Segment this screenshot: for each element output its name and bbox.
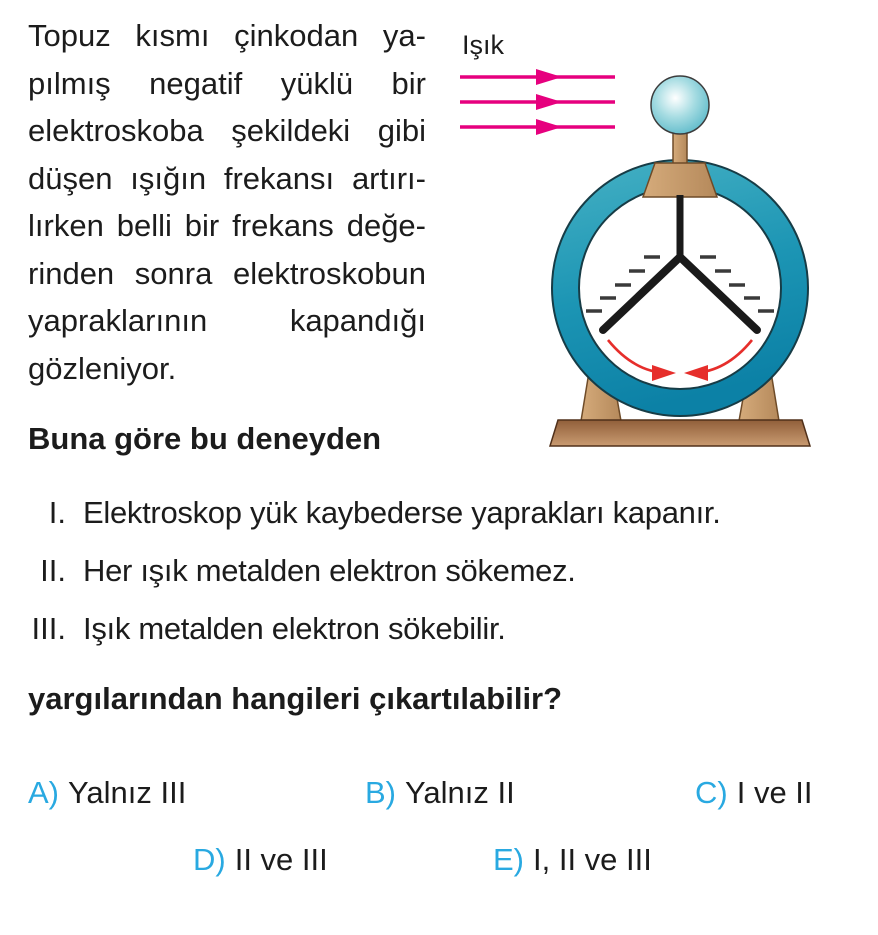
- paragraph-line: rinden sonra elektroskobun: [28, 255, 426, 291]
- light-label: Işık: [462, 30, 505, 60]
- option-text: Yalnız III: [68, 775, 187, 810]
- light-rays: [460, 69, 615, 135]
- statement-1: [0, 496, 721, 529]
- statement-text: Elektroskop yük kaybederse yaprakları kapanır.: [83, 495, 721, 530]
- statement-numeral: I.: [48, 495, 66, 530]
- option-a[interactable]: [28, 776, 186, 810]
- option-letter: D): [193, 842, 226, 877]
- paragraph-line: elektroskoba şekildeki gibi: [28, 113, 426, 148]
- option-letter: A): [28, 775, 59, 810]
- paragraph-line: Topuz kısmı çinkodan ya-: [28, 18, 426, 53]
- light-arrow: [460, 119, 615, 135]
- option-c[interactable]: [695, 776, 813, 810]
- option-b[interactable]: [365, 776, 515, 810]
- paragraph-line: pılmış negatif yüklü bir: [28, 65, 426, 101]
- electroscope-base: [550, 420, 810, 446]
- paragraph-line: yapraklarının kapandığı: [28, 303, 426, 338]
- paragraph-line: lırken belli bir frekans değe-: [28, 208, 426, 243]
- paragraph-line: düşen ışığın frekansı artırı-: [28, 160, 426, 196]
- statement-text: Her ışık metalden elektron sökemez.: [83, 553, 576, 588]
- option-text: Yalnız II: [405, 775, 515, 810]
- option-letter: E): [493, 842, 524, 877]
- option-text: I, II ve III: [533, 842, 652, 877]
- prompt-intro: Buna göre bu deneyden: [28, 421, 382, 456]
- statement-text: Işık metalden elektron sökebilir.: [83, 611, 506, 646]
- statement-3: [0, 612, 506, 645]
- light-arrow: [460, 69, 615, 85]
- question-prompt: yargılarından hangileri çıkartılabilir?: [28, 681, 563, 716]
- option-letter: B): [365, 775, 396, 810]
- option-d[interactable]: [193, 843, 328, 877]
- light-arrow: [460, 94, 615, 110]
- option-text: II ve III: [234, 842, 328, 877]
- electroscope-figure: [440, 20, 878, 460]
- statement-numeral: II.: [40, 553, 66, 588]
- option-letter: C): [695, 775, 728, 810]
- option-text: I ve II: [736, 775, 813, 810]
- insulator-collar: [643, 163, 717, 197]
- statement-numeral: III.: [31, 611, 66, 646]
- option-e[interactable]: [493, 843, 652, 877]
- paragraph-line: gözleniyor.: [28, 350, 177, 386]
- problem-paragraph: [28, 12, 426, 392]
- electroscope-knob: [651, 76, 709, 134]
- statement-2: [0, 554, 576, 587]
